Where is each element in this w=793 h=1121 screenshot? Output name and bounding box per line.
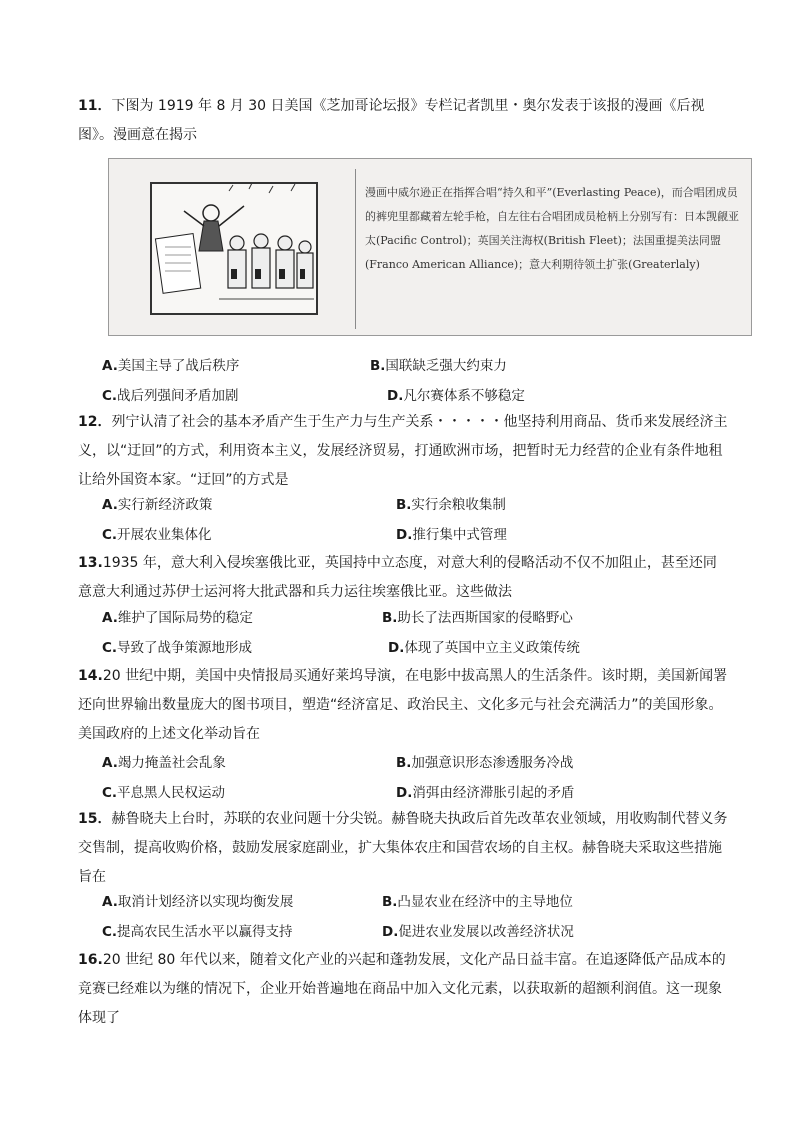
option-d[interactable]: D.凡尔赛体系不够稳定 (387, 388, 525, 404)
option-c[interactable]: C.提高农民生活水平以赢得支持 (102, 924, 293, 940)
question-11 (78, 92, 728, 150)
question-stem: 20 世纪 80 年代以来，随着文化产业的兴起和蓬勃发展，文化产品日益丰富。在追逐降低产品成本的竞赛已经难以为继的情况下，企业开始普遍地在商品中加入文化元素，以获取新的超额利润值。这一现象体现了 (78, 952, 726, 1026)
option-d[interactable]: D.体现了英国中立主义政策传统 (388, 640, 580, 656)
question-stem: 1935 年，意大利入侵埃塞俄比亚，英国持中立态度，对意大利的侵略活动不仅不加阻止，甚至还同意意大利通过苏伊士运河将大批武器和兵力运往埃塞俄比亚。这些做法 (78, 555, 717, 600)
question-12 (78, 408, 728, 495)
option-a[interactable]: A.取消计划经济以实现均衡发展 (102, 894, 294, 910)
question-14 (78, 662, 728, 749)
option-c[interactable]: C.平息黑人民权运动 (102, 785, 226, 801)
figure-divider (355, 169, 356, 329)
question-number: 14. (78, 668, 103, 684)
option-a[interactable]: A.维护了国际局势的稳定 (102, 610, 253, 626)
question-stem: 20 世纪中期，美国中央情报局买通好莱坞导演，在电影中拔高黑人的生活条件。该时期，美国新闻署还向世界输出数量庞大的图书项目，塑造“经济富足、政治民主、文化多元与社会充满活力”的美国形象。美国政府的上述文化举动旨在 (78, 668, 728, 742)
question-stem: 下图为 1919 年 8 月 30 日美国《芝加哥论坛报》专栏记者凯里・奥尔发表于该报的漫画《后视图》。漫画意在揭示 (78, 98, 705, 143)
option-b[interactable]: B.加强意识形态渗透服务冷战 (396, 755, 574, 771)
option-a[interactable]: A.美国主导了战后秩序 (102, 358, 240, 374)
cartoon-caption: 漫画中威尔逊正在指挥合唱“持久和平”(Everlasting Peace)，而合唱团成员的裤兜里都藏着左轮手枪，自左往右合唱团成员枪柄上分别写有：日本觊觎亚太(Pacific Control)；英国关注海权(British Fleet)；法国重提美法同盟(Franco American Alliance)；意大利期待领土扩张(Greaterlaly) (365, 186, 739, 271)
question-number: 13. (78, 555, 103, 571)
question-stem: 列宁认清了社会的基本矛盾产生于生产力与生产关系・・・・・他坚持利用商品、货币来发展经济主义，以“迂回”的方式，利用资本主义，发展经济贸易，打通欧洲市场，把暂时无力经营的企业有条件地租让给外国资本家。“迂回”的方式是 (78, 414, 728, 488)
question-15 (78, 805, 728, 892)
question-16 (78, 946, 728, 1033)
option-d[interactable]: D.促进农业发展以改善经济状况 (382, 924, 574, 940)
question-number: 16. (78, 952, 103, 968)
option-c[interactable]: C.导致了战争策源地形成 (102, 640, 253, 656)
cartoon-figure (108, 158, 752, 336)
question-number: 12． (78, 414, 112, 430)
cartoon-image (149, 181, 319, 316)
option-d[interactable]: D.推行集中式管理 (396, 527, 507, 543)
option-d[interactable]: D.消弭由经济滞胀引起的矛盾 (396, 785, 575, 801)
question-13 (78, 549, 728, 607)
option-b[interactable]: B.助长了法西斯国家的侵略野心 (382, 610, 573, 626)
option-c[interactable]: C.战后列强间矛盾加剧 (102, 388, 239, 404)
option-c[interactable]: C.开展农业集体化 (102, 527, 212, 543)
option-a[interactable]: A.竭力掩盖社会乱象 (102, 755, 226, 771)
option-b[interactable]: B.凸显农业在经济中的主导地位 (382, 894, 573, 910)
option-a[interactable]: A.实行新经济政策 (102, 497, 213, 513)
option-b[interactable]: B.实行余粮收集制 (396, 497, 506, 513)
question-number: 11． (78, 98, 112, 114)
question-number: 15． (78, 811, 112, 827)
option-b[interactable]: B.国联缺乏强大约束力 (370, 358, 507, 374)
question-stem: 赫鲁晓夫上台时，苏联的农业问题十分尖锐。赫鲁晓夫执政后首先改革农业领域，用收购制代替义务交售制，提高收购价格，鼓励发展家庭副业，扩大集体农庄和国营农场的自主权。赫鲁晓夫采取这些措施旨在 (78, 811, 728, 885)
